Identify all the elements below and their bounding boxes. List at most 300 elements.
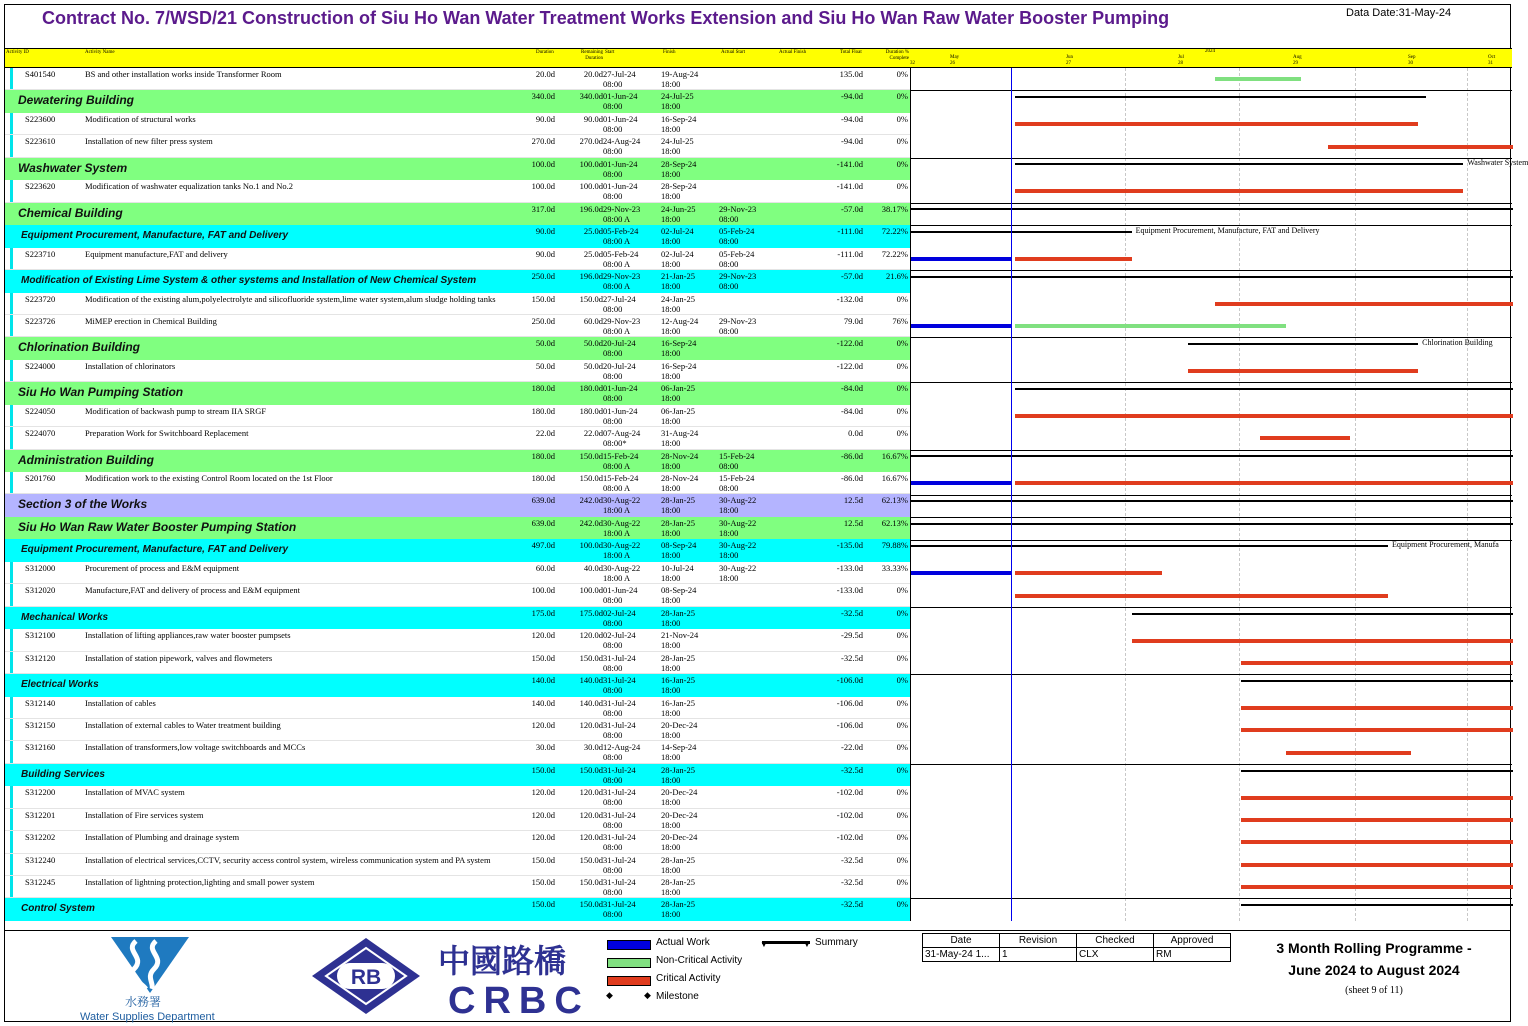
wbs-summary-row[interactable]: [5, 674, 910, 697]
pct-complete-cell: 72.22%: [881, 248, 908, 259]
report-title-line1: 3 Month Rolling Programme -: [1276, 940, 1472, 956]
revision-table: [922, 933, 1231, 962]
table-row[interactable]: [5, 854, 910, 876]
pct-complete-cell: 0%: [896, 136, 908, 147]
pct-complete-cell: 0%: [896, 338, 908, 349]
remaining-cell: 120.0d: [579, 787, 603, 798]
critical-bar[interactable]: [1241, 661, 1513, 665]
finish-time-cell: 18:00: [661, 415, 681, 426]
finish-time-cell: 18:00: [661, 79, 681, 89]
finish-cell: 28-Jan-25: [661, 876, 695, 887]
pct-complete-cell: 62.13%: [881, 495, 908, 506]
wbs-separator: [911, 517, 1512, 518]
legend-actual-swatch: [607, 940, 651, 950]
total-float-cell: -141.0d: [836, 181, 863, 192]
finish-time-cell: 18:00: [661, 864, 681, 875]
finish-cell: 28-Jan-25: [661, 854, 695, 865]
indent-bar: [10, 831, 13, 852]
finish-cell: 28-Jan-25: [661, 495, 695, 506]
total-float-cell: -32.5d: [841, 854, 863, 865]
summary-bar[interactable]: [911, 208, 1513, 210]
table-row[interactable]: [5, 562, 910, 584]
indent-bar: [10, 584, 13, 605]
total-float-cell: -22.0d: [841, 742, 863, 753]
start-time-cell: 08:00: [603, 370, 623, 381]
critical-bar[interactable]: [1015, 257, 1132, 261]
activity-name: Modification of backwash pump to stream IIA SRGF: [85, 405, 267, 416]
wbs-summary-row[interactable]: [5, 90, 910, 113]
activity-id: S312200: [25, 787, 56, 798]
total-float-cell: 0.0d: [848, 428, 863, 439]
wbs-summary-row[interactable]: [5, 450, 910, 473]
footer: [4, 930, 1511, 1023]
crbc-chinese-name: 中國路橋: [438, 942, 567, 980]
indent-bar: [10, 113, 13, 134]
wbs-title: Electrical Works: [21, 679, 99, 691]
finish-time-cell: 18:00: [661, 842, 681, 853]
remaining-cell: 120.0d: [579, 630, 603, 641]
remaining-cell: 140.0d: [579, 675, 603, 686]
table-row[interactable]: [5, 68, 910, 90]
total-float-cell: -32.5d: [841, 764, 863, 775]
finish-time-cell: 18:00: [661, 393, 681, 404]
duration-cell: 90.0d: [535, 226, 555, 237]
activity-id: S223600: [25, 113, 56, 124]
duration-cell: 150.0d: [531, 293, 555, 304]
start-cell: 02-Jul-24: [603, 630, 636, 641]
activity-name: MiMEP erection in Chemical Building: [85, 315, 217, 326]
duration-cell: 60.0d: [535, 562, 555, 573]
summary-bar[interactable]: [1241, 680, 1513, 682]
wbs-summary-row[interactable]: [5, 270, 910, 293]
critical-bar[interactable]: [1241, 840, 1513, 844]
summary-bar[interactable]: [911, 523, 1513, 525]
pct-complete-cell: 0%: [896, 158, 908, 169]
activity-id: S312020: [25, 585, 56, 596]
milestone-icon: ◆: [606, 990, 613, 1000]
total-float-cell: -122.0d: [836, 360, 863, 371]
table-row[interactable]: [5, 786, 910, 808]
critical-bar[interactable]: [1015, 122, 1418, 126]
timescale-year: 2024: [1205, 49, 1215, 54]
pct-complete-cell: 0%: [896, 630, 908, 641]
actual-start-time-cell: 18:00: [719, 572, 739, 583]
finish-time-cell: 18:00: [661, 909, 681, 920]
finish-cell: 28-Nov-24: [661, 450, 699, 461]
actual-start-cell: 05-Feb-24: [719, 226, 755, 237]
activity-id: S312240: [25, 854, 56, 865]
finish-time-cell: 18:00: [661, 595, 681, 606]
finish-cell: 02-Jul-24: [661, 226, 694, 237]
actual-start-time-cell: 08:00: [719, 258, 739, 269]
total-float-cell: -86.0d: [841, 450, 863, 461]
rev-value-date: 31-May-24 1...: [923, 948, 1000, 962]
duration-cell: 100.0d: [531, 585, 555, 596]
col-header-finish[interactable]: Finish: [663, 50, 676, 55]
critical-bar[interactable]: [1215, 302, 1513, 306]
pct-complete-cell: 76%: [892, 315, 908, 326]
activity-id: S224070: [25, 428, 56, 439]
rev-header-date: Date: [923, 934, 1000, 948]
total-float-cell: -94.0d: [841, 91, 863, 102]
start-time-cell: 18:00 A: [603, 572, 631, 583]
summary-bar[interactable]: [1015, 163, 1464, 165]
table-row[interactable]: [5, 831, 910, 853]
remaining-cell: 120.0d: [579, 809, 603, 820]
legend-actual-label: Actual Work: [656, 937, 710, 948]
pct-complete-cell: 0%: [896, 405, 908, 416]
start-cell: 30-Aug-22: [603, 540, 641, 551]
total-float-cell: -32.5d: [841, 899, 863, 910]
start-time-cell: 08:00: [603, 886, 623, 897]
pct-complete-cell: 0%: [896, 764, 908, 775]
wbs-summary-row[interactable]: [5, 898, 910, 921]
finish-time-cell: 18:00: [661, 236, 681, 247]
table-row[interactable]: [5, 248, 910, 270]
summary-bar[interactable]: [1241, 904, 1513, 906]
pct-complete-cell: 38.17%: [881, 203, 908, 214]
legend-summary-label: Summary: [815, 937, 858, 948]
start-cell: 24-Aug-24: [603, 136, 641, 147]
gantt-bar-label: Equipment Procurement, Manufa: [1392, 540, 1499, 550]
pct-complete-cell: 0%: [896, 720, 908, 730]
start-time-cell: 08:00: [603, 617, 623, 628]
remaining-cell: 30.0d: [583, 742, 603, 753]
remaining-cell: 175.0d: [579, 607, 603, 618]
activity-id: S401540: [25, 69, 56, 79]
duration-cell: 150.0d: [531, 854, 555, 865]
critical-bar[interactable]: [1015, 571, 1162, 575]
total-float-cell: -84.0d: [841, 383, 863, 394]
table-row[interactable]: [5, 180, 910, 202]
col-header-remaining[interactable]: Remaining Duration: [581, 50, 603, 61]
finish-cell: 28-Jan-25: [661, 607, 695, 618]
start-time-cell: 08:00: [603, 348, 623, 359]
duration-cell: 270.0d: [531, 136, 555, 147]
wsd-chinese-name: 水務署: [125, 995, 162, 1009]
activity-id: S312245: [25, 876, 56, 887]
start-cell: 30-Aug-22: [603, 562, 641, 573]
duration-cell: 90.0d: [535, 113, 555, 124]
total-float-cell: -102.0d: [836, 809, 863, 820]
finish-cell: 28-Jan-25: [661, 899, 695, 910]
duration-cell: 150.0d: [531, 899, 555, 910]
finish-cell: 16-Jan-25: [661, 675, 695, 686]
duration-cell: 340.0d: [531, 91, 555, 102]
finish-cell: 08-Sep-24: [661, 540, 697, 551]
wbs-title: Section 3 of the Works: [18, 497, 148, 512]
timescale-month: Jun: [1066, 55, 1073, 60]
critical-bar[interactable]: [1241, 863, 1513, 867]
start-cell: 05-Feb-24: [603, 248, 639, 259]
total-float-cell: -94.0d: [841, 136, 863, 147]
table-row[interactable]: [5, 652, 910, 674]
wbs-title: Chemical Building: [18, 205, 123, 220]
actual-start-time-cell: 18:00: [719, 527, 739, 538]
indent-bar: [10, 562, 13, 583]
timescale-week: 31: [1488, 61, 1493, 66]
remaining-cell: 60.0d: [583, 315, 603, 326]
critical-bar[interactable]: [1241, 885, 1513, 889]
indent-bar: [10, 360, 13, 381]
actual-work-bar[interactable]: [911, 257, 1011, 261]
start-time-cell: 08:00 A: [603, 236, 631, 247]
activity-name: Installation of electrical services,CCTV, security access control system, wireless communication system and PA system: [85, 854, 491, 865]
actual-start-time-cell: 08:00: [719, 325, 739, 336]
gantt-bar-label: Washwater System: [1467, 158, 1528, 168]
activity-name: Installation of new filter press system: [85, 136, 213, 147]
wbs-separator: [911, 764, 1512, 765]
finish-cell: 31-Aug-24: [661, 428, 699, 439]
table-row[interactable]: [5, 809, 910, 831]
start-cell: 29-Nov-23: [603, 203, 641, 214]
finish-cell: 28-Nov-24: [661, 473, 699, 484]
remaining-cell: 150.0d: [579, 899, 603, 910]
wbs-summary-row[interactable]: [5, 494, 910, 517]
critical-bar[interactable]: [1328, 145, 1513, 149]
table-row[interactable]: [5, 584, 910, 606]
start-time-cell: 08:00: [603, 123, 623, 134]
activity-name: BS and other installation works inside Transformer Room: [85, 69, 282, 79]
wsd-logo-icon: [84, 933, 234, 995]
critical-bar[interactable]: [1260, 436, 1350, 440]
start-time-cell: 08:00: [603, 730, 623, 740]
finish-time-cell: 18:00: [661, 752, 681, 763]
wbs-title: Washwater System: [18, 160, 128, 175]
noncritical-bar[interactable]: [1015, 324, 1286, 328]
start-time-cell: 08:00: [603, 101, 623, 112]
wbs-summary-row[interactable]: [5, 607, 910, 630]
table-row[interactable]: [5, 629, 910, 651]
remaining-cell: 150.0d: [579, 293, 603, 304]
remaining-cell: 120.0d: [579, 720, 603, 730]
activity-name: Modification work to the existing Control Room located on the 1st Floor: [85, 473, 333, 484]
summary-bar[interactable]: [911, 545, 1388, 547]
pct-complete-cell: 0%: [896, 113, 908, 124]
wbs-summary-row[interactable]: [5, 382, 910, 405]
wbs-separator: [911, 382, 1512, 383]
indent-bar: [10, 719, 13, 740]
noncritical-bar[interactable]: [1215, 77, 1302, 81]
remaining-cell: 150.0d: [579, 764, 603, 775]
remaining-cell: 150.0d: [579, 473, 603, 484]
total-float-cell: -132.0d: [836, 293, 863, 304]
table-row[interactable]: [5, 697, 910, 719]
table-row[interactable]: [5, 293, 910, 315]
table-row[interactable]: [5, 472, 910, 494]
actual-start-cell: 15-Feb-24: [719, 450, 755, 461]
indent-bar: [10, 629, 13, 650]
duration-cell: 317.0d: [531, 203, 555, 214]
start-time-cell: 08:00 A: [603, 258, 631, 269]
table-row[interactable]: [5, 405, 910, 427]
actual-start-time-cell: 08:00: [719, 483, 739, 494]
total-float-cell: -32.5d: [841, 876, 863, 887]
table-row[interactable]: [5, 315, 910, 337]
total-float-cell: -57.0d: [841, 271, 863, 282]
total-float-cell: -141.0d: [836, 158, 863, 169]
col-header-actual-finish[interactable]: Actual Finish: [779, 50, 807, 55]
finish-time-cell: 18:00: [661, 886, 681, 897]
critical-bar[interactable]: [1241, 796, 1513, 800]
start-cell: 31-Jul-24: [603, 899, 636, 910]
col-header-actual-start[interactable]: Actual Start: [721, 50, 746, 55]
table-row[interactable]: [5, 113, 910, 135]
timescale-week: 27: [1066, 61, 1071, 66]
finish-time-cell: 18:00: [661, 505, 681, 516]
actual-start-time-cell: 08:00: [719, 281, 739, 292]
start-cell: 01-Jun-24: [603, 181, 638, 192]
summary-bar[interactable]: [911, 231, 1132, 233]
col-header-start[interactable]: Start: [605, 50, 615, 55]
table-row[interactable]: [5, 876, 910, 898]
actual-work-bar[interactable]: [911, 324, 1011, 328]
activity-name: Installation of cables: [85, 697, 156, 708]
start-cell: 01-Jun-24: [603, 158, 638, 169]
wbs-summary-row[interactable]: [5, 203, 910, 226]
summary-bar[interactable]: [911, 455, 1513, 457]
wbs-summary-row[interactable]: [5, 225, 910, 248]
actual-start-cell: 30-Aug-22: [719, 562, 757, 573]
total-float-cell: -32.5d: [841, 607, 863, 618]
col-header-name[interactable]: Activity Name: [85, 50, 115, 55]
finish-time-cell: 18:00: [661, 123, 681, 134]
summary-bar[interactable]: [1132, 613, 1513, 615]
table-row[interactable]: [5, 719, 910, 741]
finish-time-cell: 18:00: [661, 168, 681, 179]
start-time-cell: 08:00 A: [603, 213, 631, 224]
start-cell: 29-Nov-23: [603, 271, 641, 282]
wbs-title: Dewatering Building: [18, 93, 135, 108]
indent-bar: [10, 741, 13, 762]
total-float-cell: -29.5d: [841, 630, 863, 641]
col-header-total-float[interactable]: Total Float: [840, 50, 862, 55]
wbs-summary-row[interactable]: [5, 158, 910, 181]
pct-complete-cell: 0%: [896, 652, 908, 663]
critical-bar[interactable]: [1241, 818, 1513, 822]
start-time-cell: 08:00: [603, 842, 623, 853]
gantt-bar-label: Chlorination Building: [1422, 338, 1493, 348]
critical-bar[interactable]: [1132, 639, 1513, 643]
actual-work-bar[interactable]: [911, 481, 1011, 485]
start-cell: 12-Aug-24: [603, 742, 641, 753]
table-row[interactable]: [5, 360, 910, 382]
start-time-cell: 08:00: [603, 662, 623, 673]
pct-complete-cell: 0%: [896, 360, 908, 371]
summary-end-icon-right: ▼: [803, 940, 811, 949]
indent-bar: [10, 135, 13, 156]
finish-cell: 02-Jul-24: [661, 248, 694, 259]
activity-id: S312150: [25, 720, 56, 730]
timescale-week: 32: [910, 61, 915, 66]
start-cell: 15-Feb-24: [603, 473, 639, 484]
indent-bar: [10, 876, 13, 897]
wbs-summary-row[interactable]: [5, 764, 910, 787]
critical-bar[interactable]: [1241, 728, 1513, 732]
pct-complete-cell: 16.67%: [881, 450, 908, 461]
finish-time-cell: 18:00: [661, 550, 681, 561]
critical-bar[interactable]: [1188, 369, 1418, 373]
pct-complete-cell: 0%: [896, 742, 908, 753]
duration-cell: 180.0d: [531, 383, 555, 394]
wbs-summary-row[interactable]: [5, 517, 910, 540]
actual-start-time-cell: 08:00: [719, 460, 739, 471]
finish-time-cell: 18:00: [661, 101, 681, 112]
remaining-cell: 40.0d: [583, 562, 603, 573]
table-row[interactable]: [5, 741, 910, 763]
table-row[interactable]: [5, 135, 910, 157]
wbs-title: Chlorination Building: [18, 340, 140, 355]
summary-bar[interactable]: [1015, 388, 1513, 390]
duration-cell: 50.0d: [535, 360, 555, 371]
remaining-cell: 180.0d: [579, 405, 603, 416]
critical-bar[interactable]: [1015, 481, 1513, 485]
start-time-cell: 08:00 A: [603, 325, 631, 336]
finish-cell: 24-Jan-25: [661, 293, 695, 304]
col-header-id[interactable]: Activity ID: [6, 50, 29, 55]
summary-bar[interactable]: [1015, 96, 1426, 98]
legend-critical-label: Critical Activity: [656, 973, 721, 984]
col-header-pct[interactable]: Duration % Complete: [885, 50, 909, 61]
finish-time-cell: 18:00: [661, 617, 681, 628]
finish-time-cell: 18:00: [661, 325, 681, 336]
total-float-cell: 79.0d: [843, 315, 863, 326]
finish-time-cell: 18:00: [661, 460, 681, 471]
summary-bar[interactable]: [911, 276, 1513, 278]
remaining-cell: 22.0d: [583, 428, 603, 439]
critical-bar[interactable]: [1015, 189, 1464, 193]
total-float-cell: -133.0d: [836, 585, 863, 596]
wbs-title: Building Services: [21, 768, 105, 780]
total-float-cell: -57.0d: [841, 203, 863, 214]
critical-bar[interactable]: [1286, 751, 1410, 755]
remaining-cell: 50.0d: [583, 360, 603, 371]
start-cell: 20-Jul-24: [603, 360, 636, 371]
actual-work-bar[interactable]: [911, 571, 1011, 575]
timescale-week: 29: [1293, 61, 1298, 66]
critical-bar[interactable]: [1241, 706, 1513, 710]
activity-id: S223710: [25, 248, 56, 259]
start-time-cell: 08:00: [603, 393, 623, 404]
remaining-cell: 242.0d: [579, 517, 603, 528]
start-time-cell: 08:00: [603, 415, 623, 426]
table-row[interactable]: [5, 427, 910, 449]
indent-bar: [10, 315, 13, 336]
total-float-cell: -94.0d: [841, 113, 863, 124]
finish-time-cell: 18:00: [661, 281, 681, 292]
summary-bar[interactable]: [911, 500, 1513, 502]
duration-cell: 100.0d: [531, 158, 555, 169]
wbs-summary-row[interactable]: [5, 337, 910, 360]
col-header-duration[interactable]: Duration: [536, 50, 554, 55]
actual-start-time-cell: 08:00: [719, 236, 739, 247]
wsd-english-name: Water Supplies Department: [80, 1011, 215, 1023]
summary-bar[interactable]: [1188, 343, 1418, 345]
pct-complete-cell: 0%: [896, 876, 908, 887]
wbs-summary-row[interactable]: [5, 539, 910, 562]
activity-name: Installation of Fire services system: [85, 809, 204, 820]
finish-cell: 24-Jul-25: [661, 91, 694, 102]
critical-bar[interactable]: [1015, 414, 1513, 418]
start-cell: 31-Jul-24: [603, 652, 636, 663]
finish-cell: 28-Jan-25: [661, 517, 695, 528]
start-cell: 07-Aug-24: [603, 428, 641, 439]
crbc-badge-text: RB: [350, 966, 382, 989]
critical-bar[interactable]: [1015, 594, 1388, 598]
summary-bar[interactable]: [1241, 770, 1513, 772]
finish-cell: 20-Dec-24: [661, 787, 698, 798]
indent-bar: [10, 472, 13, 493]
